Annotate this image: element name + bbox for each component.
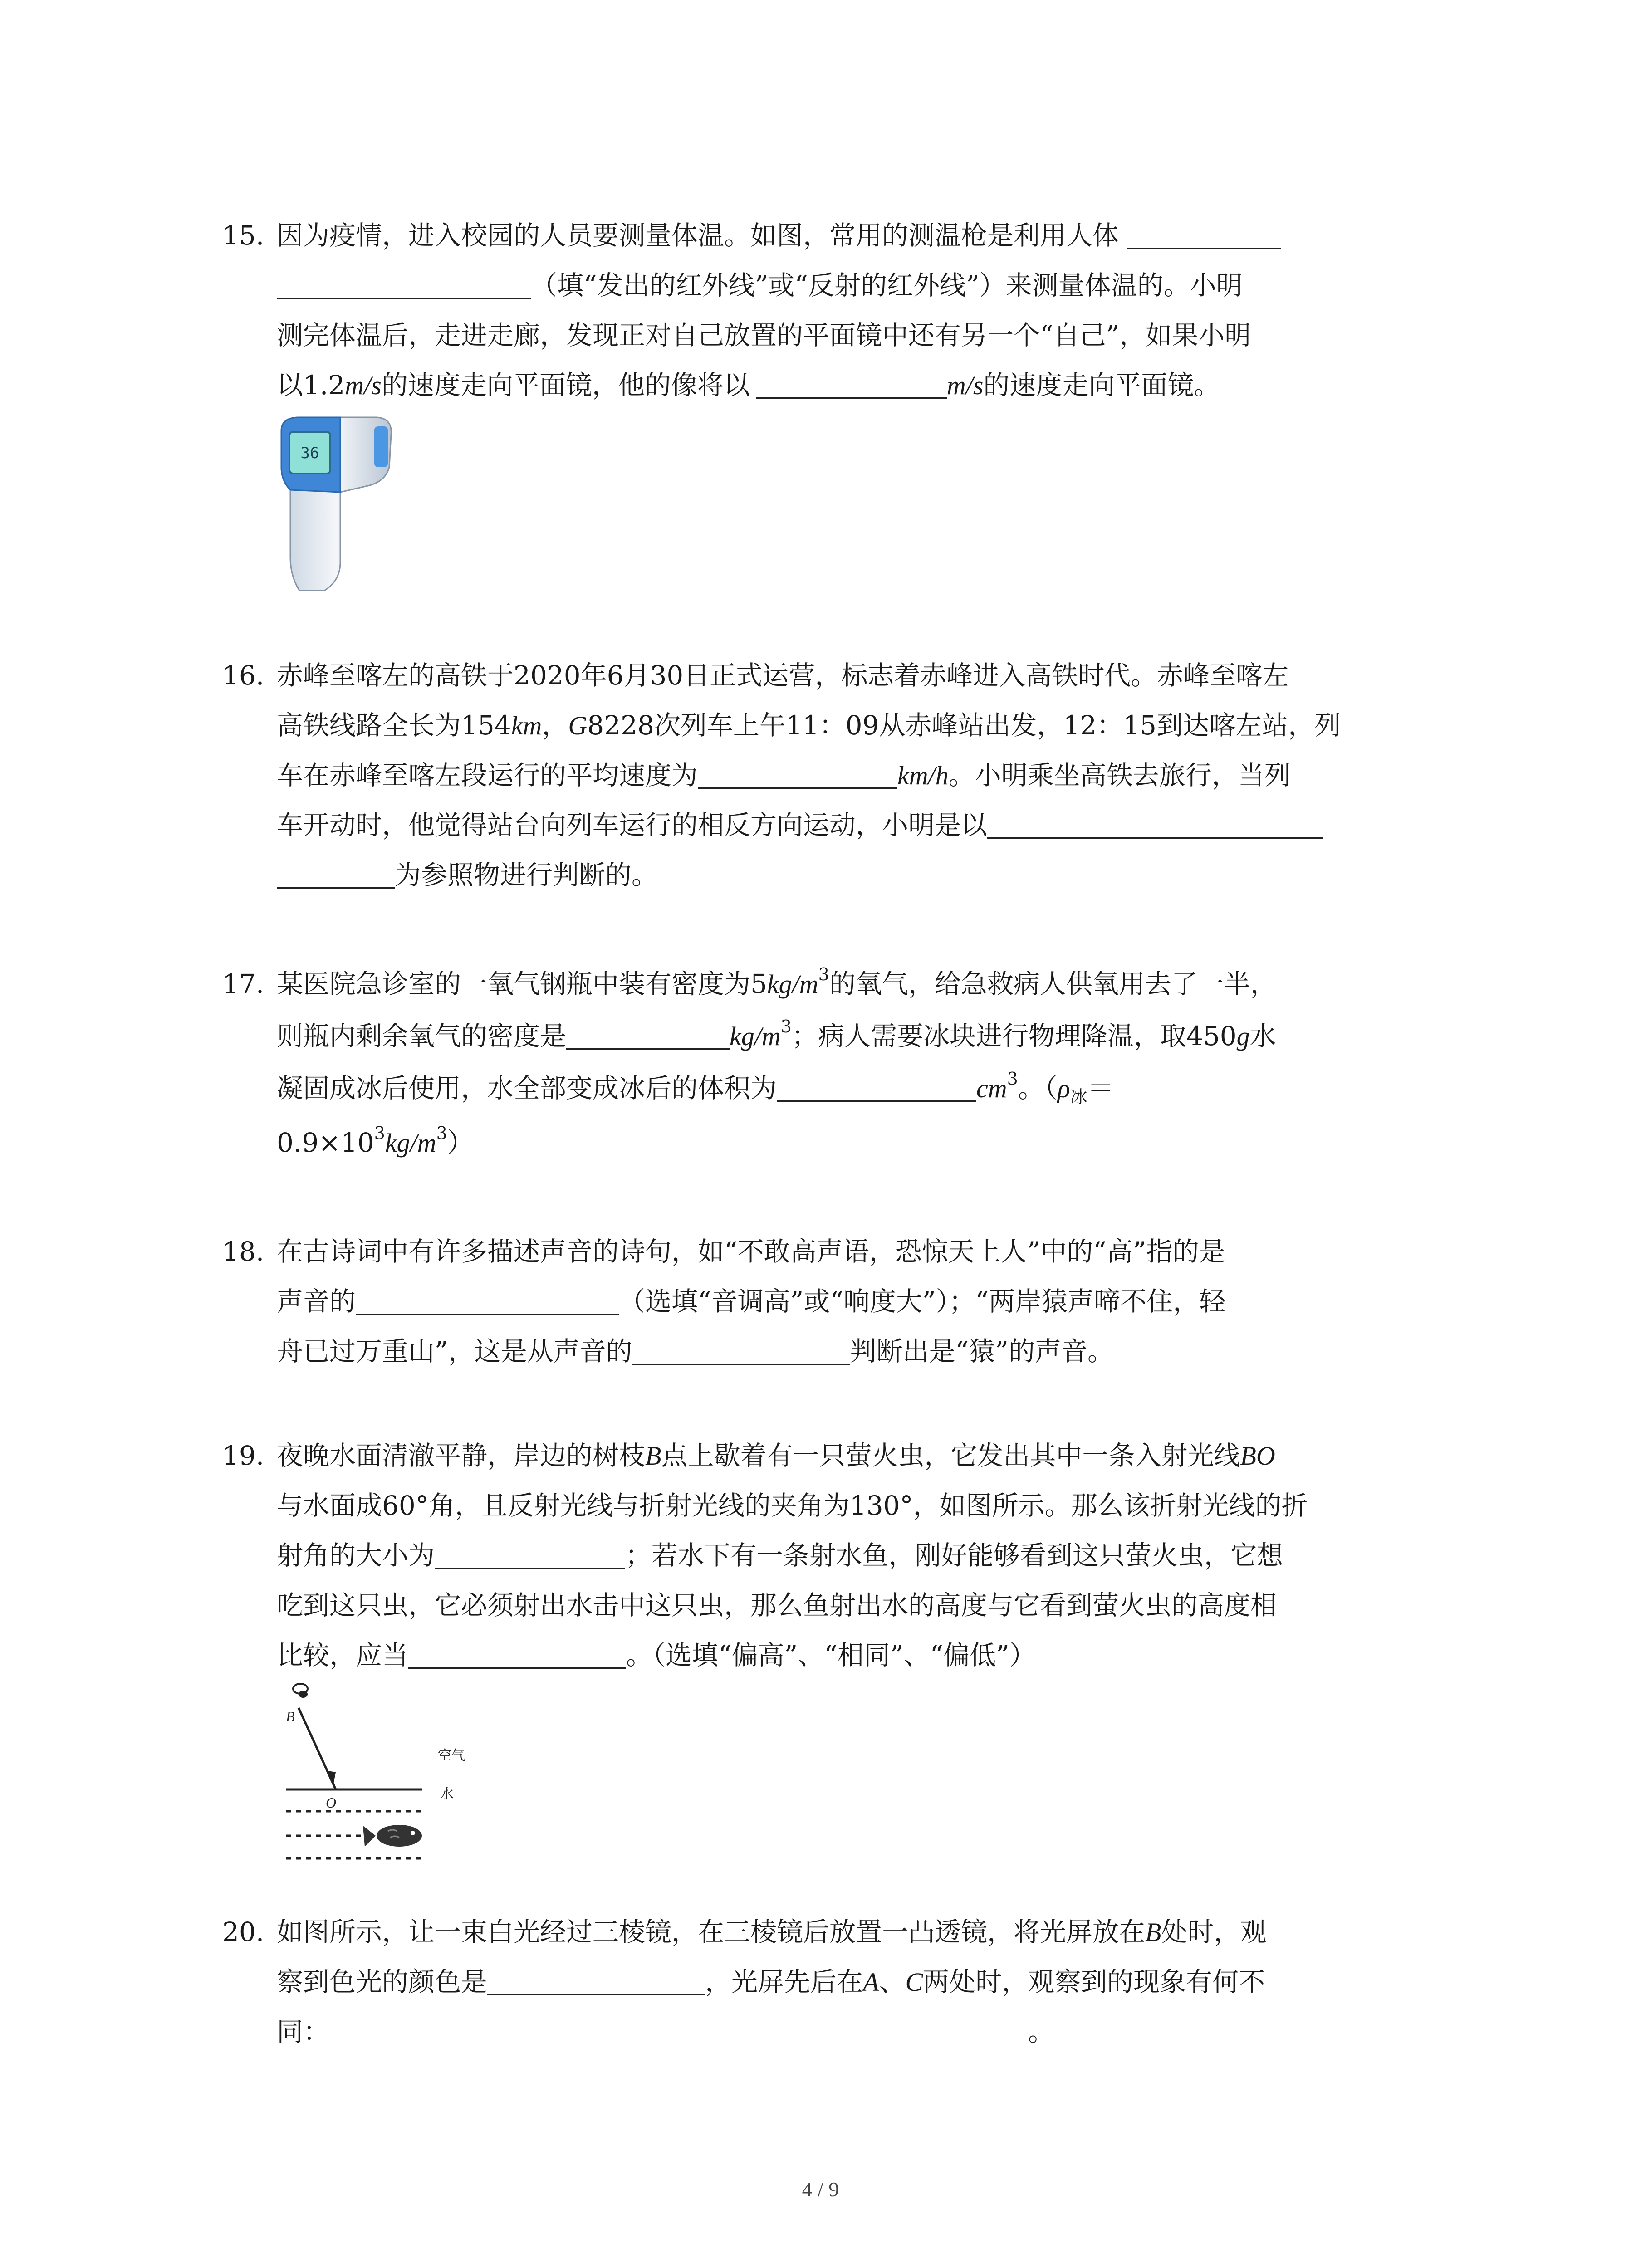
- answer-blank[interactable]: [487, 1969, 705, 1995]
- question-number: 20.: [222, 1916, 265, 1947]
- answer-blank[interactable]: [1127, 222, 1281, 249]
- question-number: 17.: [222, 968, 265, 999]
- answer-blank[interactable]: [756, 372, 947, 399]
- answer-blank[interactable]: [277, 272, 531, 299]
- answer-blank[interactable]: [277, 862, 395, 889]
- exam-page: 15. 因为疫情，进入校园的人员要测量体温。如图，常用的测温枪是利用人体 （填“发出的红外线”或“反射的红外线”）来测量体温的。小明 测完体温后，走进走廊，发现正对自己放置的平面镜中还有另一个“自己”，如果小明 以1.2m/s的速度走向平面镜，他的像将以 m/s的速度走向平面镜。 36 16. 赤峰至喀左的高铁于2020年6月30日正式运营，标志着赤峰进入高铁时代。赤峰至喀左 高铁线路全长为154km，G8228次列车上午11：09从赤峰站出发，12：15到达喀左站，列 车在赤峰至喀左段运行的平均速度为 km/h。小明乘坐高铁去旅行，当列 车开动时，他觉得站台向列车运行的相反方向运动，小明是以 为参照物进行判断的。 17. 某医院急诊室的一氧气钢瓶中装有密度为$5kg/m^3$的氧气，给急救病人供氧用去了一半， 则瓶内剩余氧气的密度是 $kg/m^3$；病人需要冰块进行物理降温，取450g水 凝固成冰后使用，水全部变成冰后的体积为 $cm^3$。（$\rho_冰=$ $0.9\times 10^3kg/m^3$） 18. 在古诗词中有许多描述声音的诗句，如“不敢高声语，恐惊天上人”中的“高”指的是 声音的 （选填“音调高”或“响度大”）；“两岸猿声啼不住，轻 舟已过万重山”，这是从声音的 判断出是“猿”的声音。 19. 夜晚水面清澈平静，岸边的树枝B点上歇着有一只萤火虫，它发出其中一条入射光线BO 与水面成60°角，且反射光线与折射光线的夹角为130°，如图所示。那么该折射光线的折 射角的大小为 ；若水下有一条射水鱼，刚好能够看到这只萤火虫，它想 吃到这只虫，它必须射出水击中这只虫，那么鱼射出水的高度与它看到萤火虫的高度相 比较，应当 。（选填“偏高”、“相同”、“偏低”） B O 空气 水 20. 如图所示，让一束白光经过三棱镜，在三棱镜后放置一凸透镜，将光屏放在B处时，观 察到色光的颜色是 ，光屏先后在A、C两处时，观察到的现象有何不 同： 。 4 / 9: [0, 0, 1641, 2268]
- ray-arrowhead: [326, 1770, 336, 1784]
- point-o-label: O: [326, 1794, 337, 1811]
- fish-icon: [363, 1825, 422, 1847]
- svg-text:36: 36: [300, 444, 319, 462]
- thermometer-gun-image: [272, 413, 399, 594]
- answer-blank[interactable]: [987, 812, 1323, 839]
- point-b-label: B: [286, 1708, 295, 1725]
- answer-blank[interactable]: [566, 1023, 730, 1050]
- page-number: 4 / 9: [802, 2178, 839, 2201]
- answer-blank[interactable]: [435, 1542, 625, 1569]
- water-label: 水: [440, 1786, 454, 1802]
- answer-blank[interactable]: [698, 762, 897, 789]
- question-number: 15.: [222, 220, 265, 251]
- question-number: 16.: [222, 660, 265, 691]
- air-label: 空气: [438, 1748, 465, 1764]
- question-number: 19.: [222, 1440, 265, 1471]
- firefly-refraction-figure: [272, 1676, 490, 1867]
- answer-blank[interactable]: [356, 1288, 619, 1315]
- firefly-icon: [293, 1684, 308, 1698]
- answer-blank[interactable]: [632, 1338, 850, 1365]
- answer-blank[interactable]: [777, 1075, 976, 1102]
- answer-blank[interactable]: [408, 1642, 626, 1669]
- question-number: 18.: [222, 1236, 265, 1267]
